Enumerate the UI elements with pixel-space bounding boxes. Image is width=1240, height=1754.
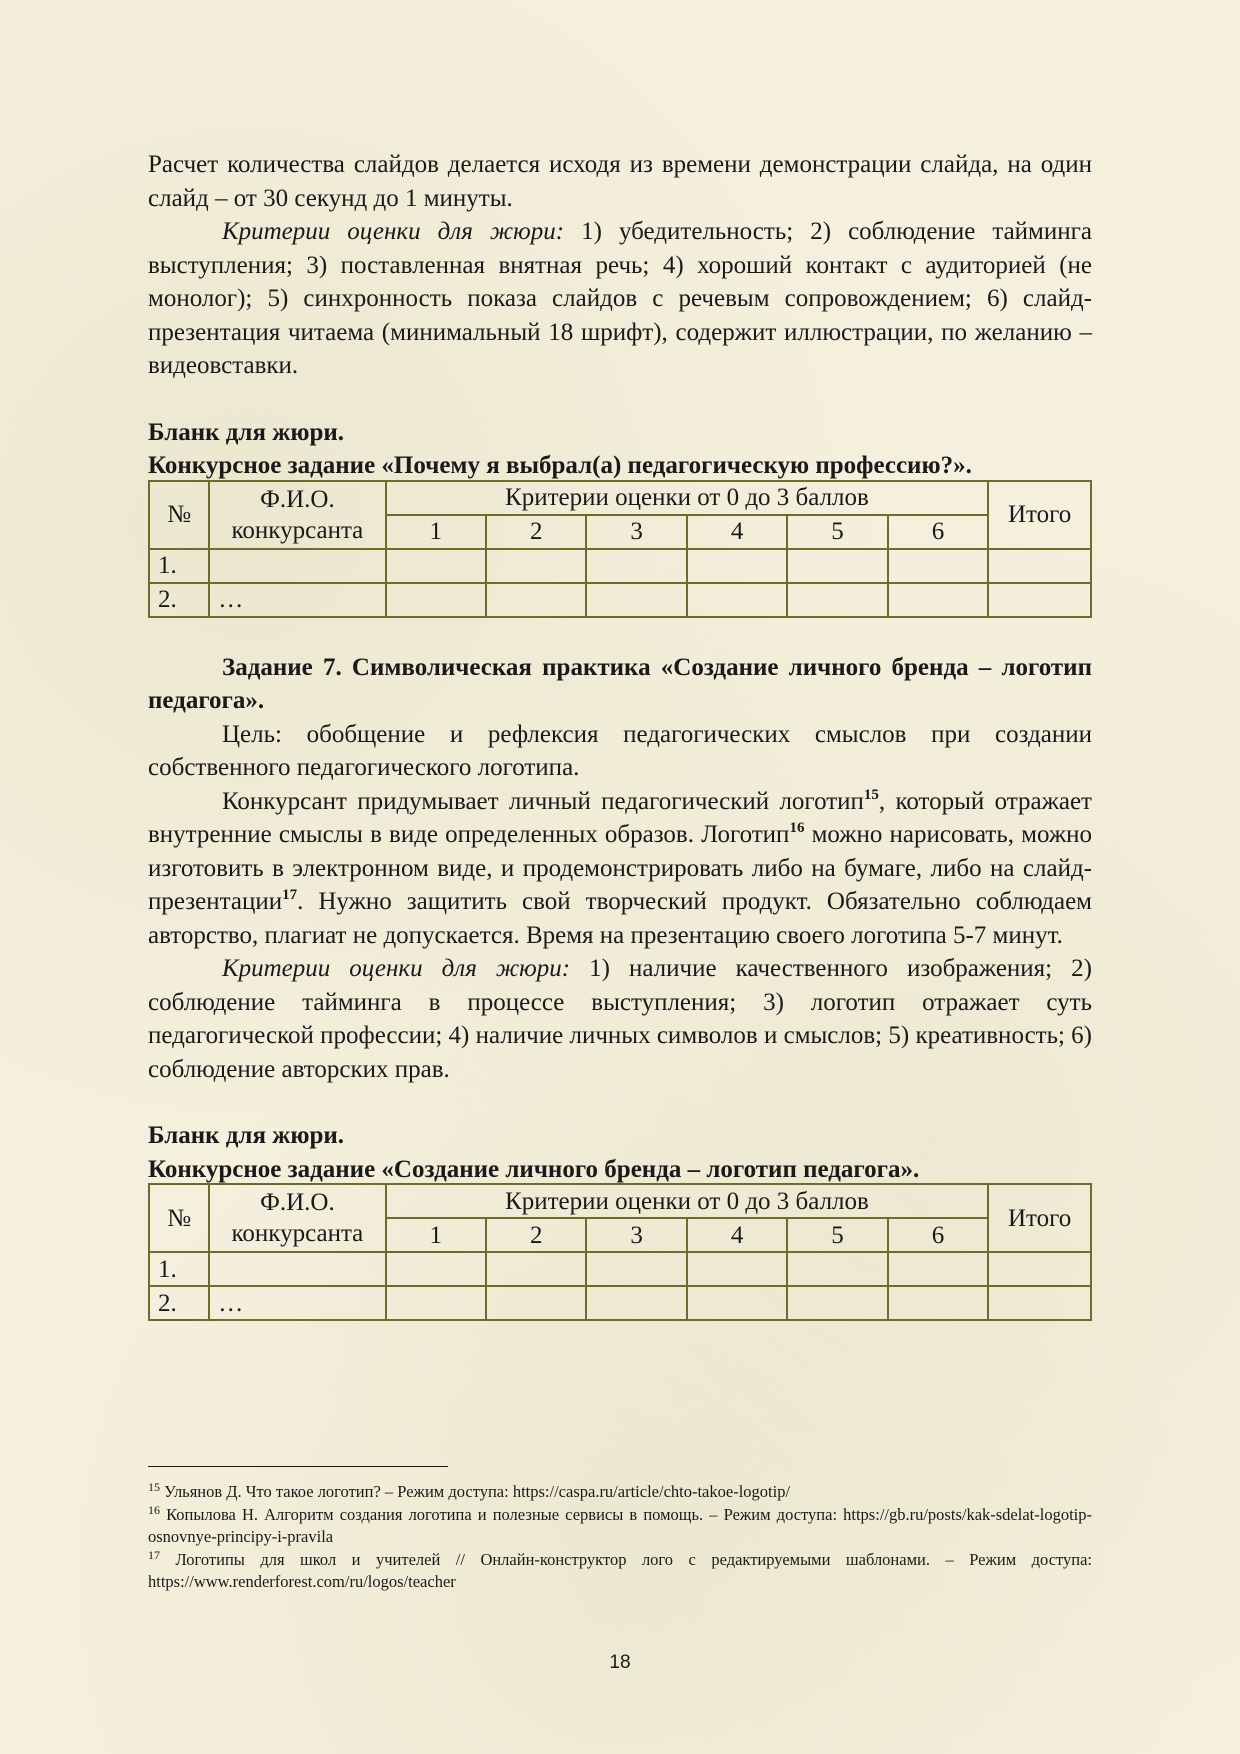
page-body (148, 148, 1092, 1321)
table-cell (888, 549, 989, 583)
header-total: Итого (988, 481, 1091, 549)
page-number: 18 (609, 1652, 631, 1673)
footnote-17: $^{17}$ Логотипы для школ и учителей // Онлайн-конструктор лого с редактируемыми шаблонами. – Режим доступа: https://www.renderforest.com/ru/logos/teacher (148, 1547, 1092, 1591)
paragraph-criteria-2 (148, 952, 1092, 1086)
header-total: Итого (988, 1184, 1091, 1252)
header-name: Ф.И.О. конкурсанта (209, 481, 385, 549)
table-cell (687, 583, 787, 617)
paragraph-slides: Расчет количества слайдов делается исходя из времени демонстрации слайда, на один слайд – от 30 секунд до 1 минуты. (148, 151, 1092, 212)
criteria-col: 3 (586, 515, 686, 549)
table-cell (386, 583, 486, 617)
table-cell (386, 549, 486, 583)
table-cell (988, 1252, 1091, 1286)
row-name (209, 1252, 385, 1286)
table-cell (586, 1252, 686, 1286)
goal-paragraph: Цель: обобщение и рефлексия педагогических смыслов при создании собственного педагогического логотипа. (148, 720, 1092, 781)
criteria-label: Критерии оценки для жюри: (222, 955, 571, 982)
table-cell (687, 1252, 787, 1286)
table-cell (888, 1252, 989, 1286)
row-num: 2. (149, 1286, 209, 1320)
row-name: … (209, 583, 385, 617)
footnote-ref[interactable]: 17 (282, 887, 298, 903)
header-criteria: Критерии оценки от 0 до 3 баллов (386, 481, 989, 515)
footnote-ref[interactable]: 15 (863, 786, 879, 803)
table-row (149, 549, 1091, 583)
table-cell (988, 1286, 1091, 1320)
table-cell (486, 1286, 586, 1320)
criteria-text: 1) убедительность; 2) соблюдение тайминга выступления; 3) поставленная внятная речь; 4) хороший контакт с аудиторией (не монолог); 5) синхронность показа слайдов с речевым сопровождением; 6) слайд-презентация читаема (минимальный 18 шрифт), содержит иллюстрации, по желанию – видеовставки. (148, 218, 1092, 379)
header-num: № (149, 481, 209, 549)
table-cell (988, 583, 1091, 617)
table-cell (486, 1252, 586, 1286)
criteria-label: Критерии оценки для жюри: (222, 218, 565, 245)
blank-task-1: Конкурсное задание «Почему я выбрал(а) педагогическую профессию?». (148, 452, 972, 479)
criteria-col: 6 (888, 1218, 989, 1252)
table-row (149, 583, 1091, 617)
table-cell (386, 1286, 486, 1320)
criteria-col: 1 (386, 1218, 486, 1252)
criteria-col: 2 (486, 515, 586, 549)
table-cell (787, 583, 887, 617)
blank-title-2: Бланк для жюри. (148, 1122, 345, 1149)
table-cell (486, 549, 586, 583)
table-cell (787, 1252, 887, 1286)
row-num: 2. (149, 583, 209, 617)
table-cell (586, 1286, 686, 1320)
paragraph-criteria-1 (148, 215, 1092, 383)
table-cell (586, 549, 686, 583)
footnote-15: $^{15}$ Ульянов Д. Что такое логотип? – Режим доступа: https://caspa.ru/article/chto-takoe-logotip/ (148, 1480, 791, 1501)
criteria-text: 1) наличие качественного изображения; 2) соблюдение тайминга в процессе выступления; 3) логотип отражает суть педагогической профессии; 4) наличие личных символов и смыслов; 5) креативность; 6) соблюдение авторских прав. (148, 955, 1093, 1083)
jury-table-1 (148, 480, 1092, 618)
table-row (149, 1252, 1091, 1286)
criteria-col: 3 (586, 1218, 686, 1252)
table-cell (486, 583, 586, 617)
header-num: № (149, 1184, 209, 1252)
jury-table-2 (148, 1183, 1092, 1321)
blank-title-1: Бланк для жюри. (148, 418, 345, 446)
row-name (209, 549, 385, 583)
table-cell (787, 1286, 887, 1320)
criteria-col: 1 (386, 515, 486, 549)
logo-paragraph: Конкурсант придумывает личный педагогический логотип$^{15}$, который отражает внутренние смыслы в виде определенных образов. Логотип$^{16}$ можно нарисовать, можно изготовить в электронном виде, и продемонстрировать либо на бумаге, либо на слайд-презентации$^{17}$. Нужно защитить свой творческий продукт. Обязательно соблюдаем авторство, плагиат не допускается. Время на презентацию своего логотипа 5-7 минут. (148, 786, 1092, 949)
blank-task-2: Конкурсное задание «Создание личного бренда – логотип педагога». (148, 1155, 920, 1183)
table-cell (386, 1252, 486, 1286)
table-cell (787, 549, 887, 583)
row-name: … (209, 1286, 385, 1320)
footnote-ref[interactable]: 16 (789, 820, 805, 836)
table-cell (586, 583, 686, 617)
table-cell (988, 549, 1091, 583)
row-num: 1. (149, 549, 209, 583)
row-num: 1. (149, 1252, 209, 1286)
criteria-col: 5 (787, 1218, 887, 1252)
criteria-col: 6 (888, 515, 989, 549)
table-cell (687, 1286, 787, 1320)
footnotes (148, 1466, 1092, 1594)
header-name: Ф.И.О. конкурсанта (209, 1184, 385, 1252)
criteria-col: 4 (687, 1218, 787, 1252)
table-cell (888, 1286, 989, 1320)
table-cell (888, 583, 989, 617)
task-7-title: Задание 7. Символическая практика «Создание личного бренда – логотип педагога». (148, 653, 1092, 714)
criteria-col: 4 (687, 515, 787, 549)
criteria-col: 5 (787, 515, 887, 549)
header-criteria: Критерии оценки от 0 до 3 баллов (386, 1184, 989, 1218)
table-row (149, 1286, 1091, 1320)
footnote-16: $^{16}$ Копылова Н. Алгоритм создания логотипа и полезные сервисы в помощь. – Режим доступа: https://gb.ru/posts/kak-sdelat-logotip-osnovnye-principy-i-pravila (148, 1502, 1092, 1546)
footnote-divider (148, 1466, 448, 1467)
table-cell (687, 549, 787, 583)
criteria-col: 2 (486, 1218, 586, 1252)
